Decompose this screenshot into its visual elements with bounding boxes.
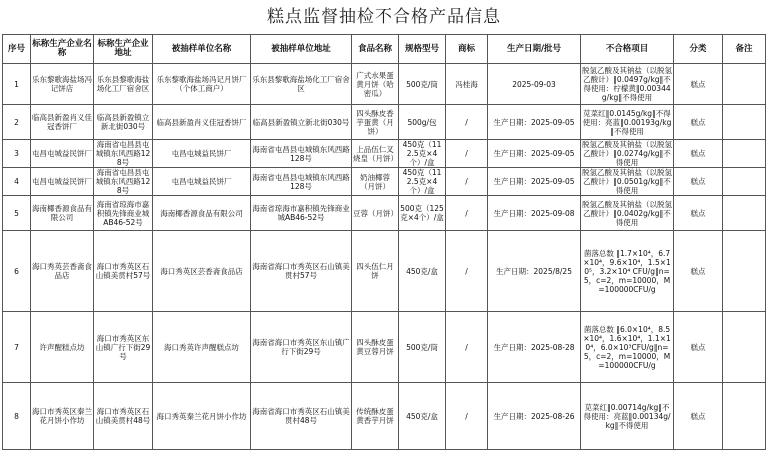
- cell-sampled-address: 海南省琼海市嘉积镇先锋商业城AB46-52号: [251, 196, 352, 231]
- cell-note: [723, 105, 766, 140]
- cell-spec: 500克/筒: [399, 64, 446, 105]
- table-row: [3, 196, 766, 231]
- cell-note: [723, 231, 766, 312]
- cell-no: 3: [3, 140, 31, 168]
- cell-no: 4: [3, 168, 31, 196]
- table-row: [3, 140, 766, 168]
- cell-date: 生产日期：2025/8/25: [488, 231, 581, 312]
- cell-brand: /: [446, 105, 488, 140]
- cell-brand: 冯桂海: [446, 64, 488, 105]
- cell-brand: /: [446, 196, 488, 231]
- cell-date: 生产日期：2025-09-05: [488, 105, 581, 140]
- cell-spec: 450克（112.5克×4个）/盒: [399, 168, 446, 196]
- cell-producer-address: 海口市秀英区石山镇美贯村57号: [94, 231, 153, 312]
- cell-no: 6: [3, 231, 31, 312]
- header-producer-address: 标称生产企业地址: [94, 35, 153, 64]
- cell-spec: 500克/筒: [399, 312, 446, 383]
- cell-date: 生产日期：2025-08-28: [488, 312, 581, 383]
- cell-sampled-unit: 临高县新盈肖义佳冠香饼厂: [153, 105, 251, 140]
- cell-sampled-address: 临高县新盈镇立新北街030号: [251, 105, 352, 140]
- cell-sampled-address: 乐东县黎歌海盐场化工厂宿舍区: [251, 64, 352, 105]
- cell-sampled-unit: 乐东黎歌海盐场冯记月饼厂（个体工商户）: [153, 64, 251, 105]
- cell-sampled-address: 海南省屯昌县屯城镇东风西路128号: [251, 168, 352, 196]
- cell-no: 1: [3, 64, 31, 105]
- cell-producer-address: 海南省屯昌县屯城镇东风西路128号: [94, 140, 153, 168]
- cell-note: [723, 168, 766, 196]
- cell-brand: /: [446, 231, 488, 312]
- cell-sampled-address: 海南省海口市秀英区石山镇美贯村57号: [251, 231, 352, 312]
- cell-spec: 450克/盒: [399, 231, 446, 312]
- cell-date: 生产日期：2025-08-26: [488, 383, 581, 450]
- cell-producer-address: 海南省屯昌县屯城镇东风西路128号: [94, 168, 153, 196]
- page-title: 糕点监督抽检不合格产品信息: [267, 7, 501, 27]
- table-row: [3, 64, 766, 105]
- cell-note: [723, 64, 766, 105]
- cell-sampled-unit: 屯昌屯城益民饼厂: [153, 168, 251, 196]
- cell-date: 生产日期：2025-09-05: [488, 140, 581, 168]
- header-failed-items: 不合格项目: [581, 35, 674, 64]
- cell-no: 2: [3, 105, 31, 140]
- cell-category: 糕点: [674, 140, 723, 168]
- cell-producer-address: 海口市秀英区东山镇广行下街29号: [94, 312, 153, 383]
- cell-producer: 屯昌屯城益民饼厂: [31, 140, 94, 168]
- table-row: [3, 383, 766, 450]
- cell-failed-items: 脱氢乙酸及其钠盐（以脱氢乙酸计）‖0.0402g/kg‖不得使用: [581, 196, 674, 231]
- cell-sampled-unit: 海口秀英许声醒糕点坊: [153, 312, 251, 383]
- cell-producer: 临高县新盈肖义佳冠香饼厂: [31, 105, 94, 140]
- header-no: 序号: [3, 35, 31, 64]
- cell-category: 糕点: [674, 196, 723, 231]
- table-row: [3, 105, 766, 140]
- cell-food-name: 广式水果蛋黄月饼（哈密瓜）: [352, 64, 399, 105]
- header-category: 分类: [674, 35, 723, 64]
- cell-sampled-unit: 海南椰香源食品有限公司: [153, 196, 251, 231]
- cell-producer-address: 海南省琼海市嘉积镇先锋商业城AB46-52号: [94, 196, 153, 231]
- cell-failed-items: 苋菜红‖0.0145g/kg‖不得使用：亮蓝‖0.00193g/kg‖不得使用: [581, 105, 674, 140]
- cell-failed-items: 苋菜红‖0.00714g/kg‖不得使用：亮蓝‖0.00134g/kg‖不得使用: [581, 383, 674, 450]
- table-row: [3, 312, 766, 383]
- cell-producer: 海南椰香源食品有限公司: [31, 196, 94, 231]
- cell-category: 糕点: [674, 312, 723, 383]
- cell-note: [723, 196, 766, 231]
- cell-food-name: 传统酥皮蛋黄香芋月饼: [352, 383, 399, 450]
- cell-producer: 海口秀英芸香斋食品店: [31, 231, 94, 312]
- cell-sampled-unit: 海口秀英秦兰花月饼小作坊: [153, 383, 251, 450]
- header-food-name: 食品名称: [352, 35, 399, 64]
- cell-producer-address: 临高县新盈镇立新北街030号: [94, 105, 153, 140]
- cell-date: 生产日期：2025-09-08: [488, 196, 581, 231]
- cell-brand: /: [446, 312, 488, 383]
- header-row: [3, 35, 766, 64]
- cell-no: 7: [3, 312, 31, 383]
- cell-producer-address: 乐东县黎歌海盐场化工厂宿舍区: [94, 64, 153, 105]
- cell-date: 生产日期：2025-09-05: [488, 168, 581, 196]
- cell-brand: /: [446, 140, 488, 168]
- cell-failed-items: 脱氢乙酸及其钠盐（以脱氢乙酸计）‖0.0497g/kg‖不得使用：柠檬黄‖0.00344g/kg‖不得使用: [581, 64, 674, 105]
- cell-note: [723, 140, 766, 168]
- cell-spec: 450克/盒: [399, 383, 446, 450]
- cell-failed-items: 脱氢乙酸及其钠盐（以脱氢乙酸计）‖0.0274g/kg‖不得使用: [582, 140, 672, 167]
- cell-no: 8: [3, 383, 31, 450]
- cell-brand: /: [446, 168, 488, 196]
- cell-spec: 450克（112.5克×4个）/盒: [399, 140, 446, 168]
- cell-food-name: 四头酥皮蛋黄豆蓉月饼: [352, 312, 399, 383]
- cell-failed-items: 菌落总数 ‖6.0×10⁴，8.5×10⁴，1.6×10⁴，1.1×10⁴，6.0×10³CFU/g‖n=5，c=2，m=10000，M=100000CFU/g: [581, 312, 674, 383]
- cell-producer: 许声醒糕点坊: [31, 312, 94, 383]
- header-date: 生产日期/批号: [488, 35, 581, 64]
- table-row: [3, 231, 766, 312]
- cell-food-name: 豆蓉（月饼）: [352, 196, 399, 231]
- cell-spec: 500克（125克×4个）/盒: [399, 196, 446, 231]
- cell-category: 糕点: [674, 64, 723, 105]
- cell-sampled-address: 海南省海口市秀英区石山镇美贯村48号: [251, 383, 352, 450]
- cell-sampled-address: 海南省海口市秀英区东山镇广行下街29号: [251, 312, 352, 383]
- cell-sampled-unit: 海口秀英区芸香斋食品店: [153, 231, 251, 312]
- cell-sampled-unit: 屯昌屯城益民饼厂: [153, 140, 251, 168]
- cell-date: 2025-09-03: [488, 64, 581, 105]
- cell-category: 糕点: [674, 231, 723, 312]
- cell-failed-items: 脱氢乙酸及其钠盐（以脱氢乙酸计）‖0.0501g/kg‖不得使用: [582, 168, 672, 195]
- cell-producer: 屯昌屯城益民饼厂: [31, 168, 94, 196]
- cell-food-name: 上品伍仁叉烧皇（月饼）: [352, 140, 399, 168]
- header-sampled-unit: 被抽样单位名称: [153, 35, 251, 64]
- cell-food-name: 四头伍仁月饼: [352, 231, 399, 312]
- cell-note: [723, 383, 766, 450]
- cell-producer-address: 海口市秀英区石山镇美贯村48号: [94, 383, 153, 450]
- cell-category: 糕点: [674, 105, 723, 140]
- header-brand: 商标: [446, 35, 488, 64]
- inspection-table: [2, 34, 766, 450]
- header-note: 备注: [723, 35, 766, 64]
- cell-food-name: 四头酥皮香芋蛋黄（月饼）: [352, 105, 399, 140]
- cell-failed-items: 菌落总数 ‖1.7×10⁴，6.7×10⁴，9.6×10⁴，1.5×10⁵，3.2×10⁴ CFU/g‖n=5，c=2，m=10000，M=100000CFU/g: [581, 231, 674, 312]
- cell-producer: 乐东黎歌海盐场冯记饼店: [31, 64, 94, 105]
- header-producer: 标称生产企业名称: [31, 35, 94, 64]
- cell-brand: /: [446, 383, 488, 450]
- cell-sampled-address: 海南省屯昌县屯城镇东风西路128号: [251, 140, 352, 168]
- table-row: [3, 168, 766, 196]
- cell-food-name: 奶油椰蓉（月饼）: [352, 168, 399, 196]
- cell-producer: 海口市秀英区秦兰花月饼小作坊: [31, 383, 94, 450]
- header-sampled-address: 被抽样单位地址: [251, 35, 352, 64]
- header-spec: 规格型号: [399, 35, 446, 64]
- cell-no: 5: [3, 196, 31, 231]
- cell-category: 糕点: [674, 383, 723, 450]
- cell-spec: 500g/包: [399, 105, 446, 140]
- cell-category: 糕点: [674, 168, 723, 196]
- cell-note: [723, 312, 766, 383]
